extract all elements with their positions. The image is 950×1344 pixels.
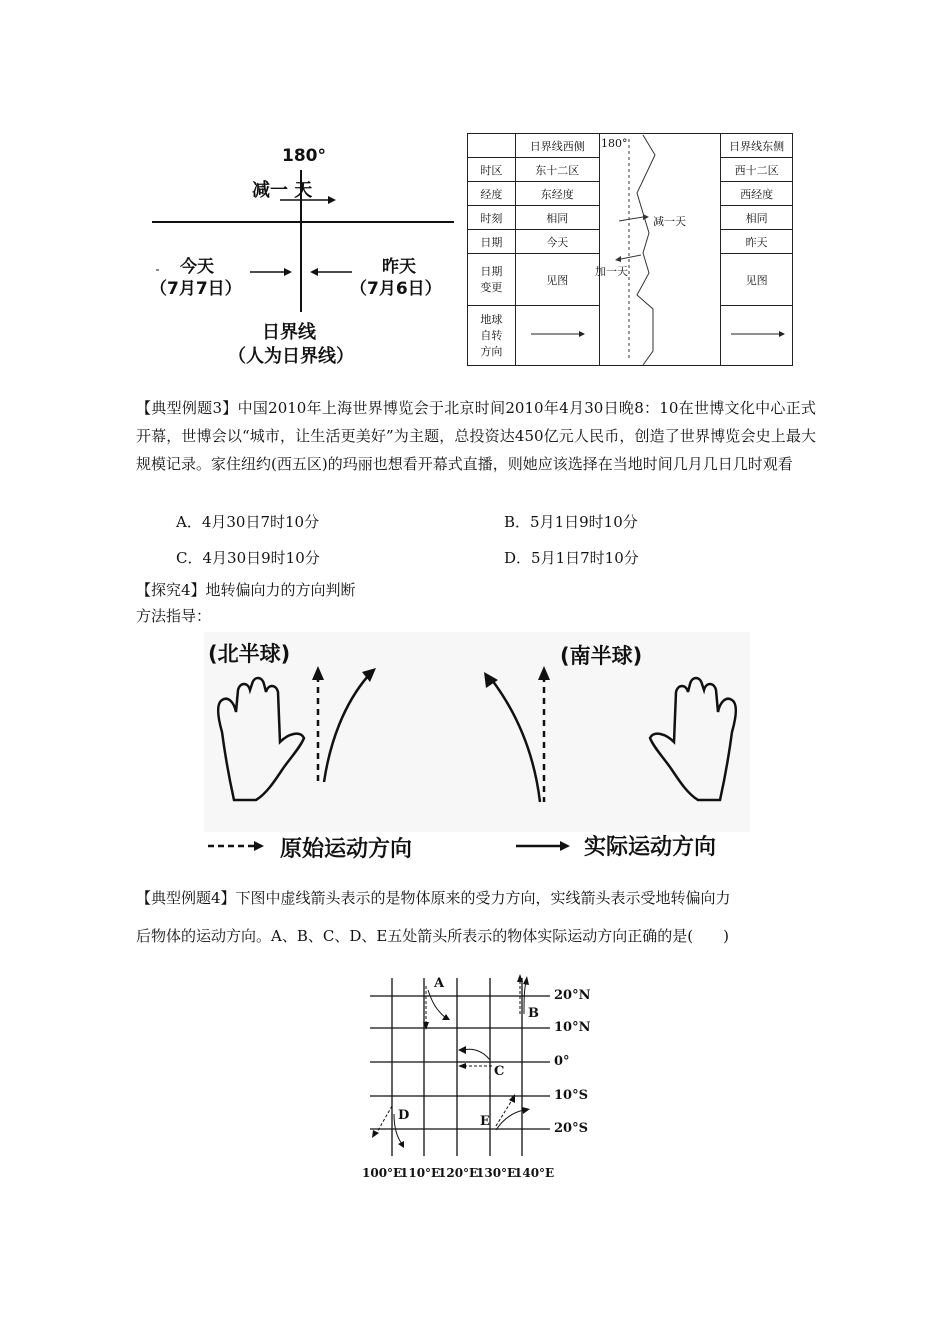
row-west: 东经度	[515, 182, 599, 206]
point-c-label: C	[494, 1064, 505, 1079]
south-hemisphere-label: (南半球)	[560, 644, 643, 668]
lat-label-0: 0°	[554, 1054, 570, 1069]
row-label: 时刻	[468, 206, 516, 230]
table-minus-label: 减一天	[653, 215, 686, 228]
lon-label-100e: 100°E	[362, 1166, 403, 1180]
west-header: 日界线西侧	[515, 134, 599, 158]
arrow-right-icon	[527, 329, 587, 339]
example4-question-line2: 后物体的运动方向。A、B、C、D、E五处箭头所表示的物体实际运动方向正确的是( )	[136, 927, 730, 945]
minus-one-day-label: 减一 天	[252, 180, 313, 201]
row-east: 昨天	[721, 230, 793, 254]
rotation-arrow-east	[721, 306, 793, 366]
dateline-caption-sub: （人为日界线）	[228, 346, 354, 367]
lat-label-10n: 10°N	[554, 1020, 591, 1035]
legend-actual-direction: 实际运动方向	[584, 835, 717, 860]
point-e-label: E	[480, 1114, 490, 1129]
row-west: 东十二区	[515, 158, 599, 182]
row-west: 今天	[515, 230, 599, 254]
today-label: 今天	[180, 257, 214, 277]
dateline-diagram	[150, 140, 460, 380]
legend-original-direction: 原始运动方向	[280, 837, 413, 862]
lat-label-10s: 10°S	[554, 1088, 588, 1103]
row-east: 西十二区	[721, 158, 793, 182]
arrow-right-icon	[727, 329, 787, 339]
lon-label-140e: 140°E	[514, 1166, 555, 1180]
table-plus-label: 加一天	[595, 265, 628, 278]
yesterday-label: 昨天	[382, 257, 416, 277]
table-180-label: 180°	[601, 137, 628, 150]
row-east: 相同	[721, 206, 793, 230]
lon-label-120e: 120°E	[438, 1166, 479, 1180]
option-a: A．4月30日7时10分	[176, 513, 320, 531]
example4-question-line1: 【典型例题4】下图中虚线箭头表示的是物体原来的受力方向，实线箭头表示受地转偏向力	[136, 889, 731, 907]
row-west: 相同	[515, 206, 599, 230]
row-label: 时区	[468, 158, 516, 182]
row-label: 日期	[468, 230, 516, 254]
yesterday-date-label: （7月6日）	[350, 279, 442, 299]
today-date-label: （7月7日）	[150, 279, 242, 299]
dateline-caption: 日界线	[262, 322, 316, 343]
row-east: 西经度	[721, 182, 793, 206]
east-header: 日界线东侧	[721, 134, 793, 158]
arrow-c	[458, 1046, 492, 1069]
coriolis-grid-map	[360, 966, 600, 1190]
coriolis-hands-figure	[204, 632, 750, 860]
point-b-label: B	[528, 1006, 539, 1021]
option-b: B．5月1日9时10分	[504, 513, 638, 531]
example3-question: 【典型例题3】中国2010年上海世界博览会于北京时间2010年4月30日晚8：10在世博文化中心正式开幕，世博会以“城市，让生活更美好”为主题，总投资达450亿元人民币，创造了世界博览会史上最大规模记录。家住纽约(西五区)的玛丽也想看开幕式直播，则她应该选择在当地时间几月几日几时观看	[136, 399, 816, 473]
lon-label-130e: 130°E	[476, 1166, 517, 1180]
lat-label-20s: 20°S	[554, 1121, 588, 1136]
north-hemisphere-label: (北半球)	[208, 642, 291, 666]
lat-label-20n: 20°N	[554, 988, 591, 1003]
lon-label-110e: 110°E	[400, 1166, 441, 1180]
row-label: 地球自转方向	[468, 306, 516, 366]
arrow-e	[496, 1094, 530, 1130]
rotation-arrow-west	[515, 306, 599, 366]
row-label: 经度	[468, 182, 516, 206]
row-label: 日期变更	[468, 254, 516, 306]
option-d: D．5月1日7时10分	[504, 549, 639, 567]
explore4-title: 【探究4】地转偏向力的方向判断	[136, 581, 356, 599]
point-a-label: A	[434, 976, 445, 991]
point-d-label: D	[398, 1108, 410, 1123]
dateline-zigzag	[593, 133, 709, 365]
option-c: C．4月30日9时10分	[176, 549, 320, 567]
row-east: 见图	[721, 254, 793, 306]
row-west: 见图	[515, 254, 599, 306]
dateline-180-label: 180°	[282, 146, 326, 166]
dateline-table-wrap	[467, 133, 793, 365]
arrow-a	[423, 986, 450, 1030]
method-label: 方法指导：	[136, 607, 212, 625]
